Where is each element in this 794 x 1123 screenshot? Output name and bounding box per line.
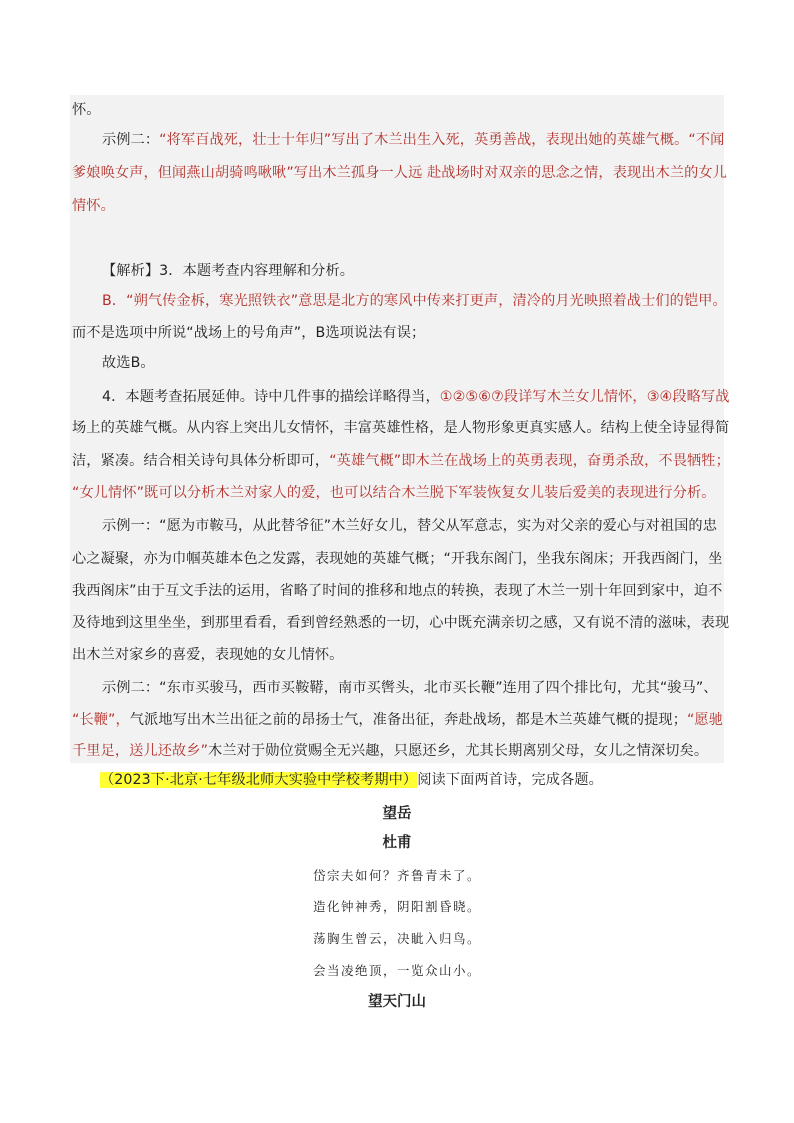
answer-line: 出木兰对家乡的喜爱，表现她的女儿情怀。 xyxy=(72,647,344,663)
poem-author: 杜甫 xyxy=(382,835,412,851)
answer-line: 千里足，送儿还故乡”木兰对于勋位赏赐全无兴趣，只愿还乡，尤其长期离别父母，女儿之情深切矣。 xyxy=(72,743,709,759)
answer-line: 怀。 xyxy=(72,102,101,118)
answer-line: 示例一：“愿为市鞍马，从此替爷征”木兰好女儿，替父从军意志，实为对父亲的爱心与对祖国的忠 xyxy=(102,518,717,534)
source-tag: （2023下·北京·七年级北师大实验中学校考期中） xyxy=(100,772,418,788)
answer-line: “长鞭”，气派地写出木兰出征之前的昂扬士气，准备出征，奔赴战场，都是木兰英雄气概的提现；“愿驰 xyxy=(72,712,724,728)
answer-line: 心之凝聚，亦为巾帼英雄本色之发露，表现她的英雄气概；“开我东阁门，坐我东阁床；开我西阁门，坐 xyxy=(72,551,723,567)
answer-line: 情怀。 xyxy=(72,198,115,214)
poem-line: 造化钟神秀，阴阳割昏晓。 xyxy=(312,899,481,914)
answer-line: B．“朔气传金柝，寒光照铁衣”意思是北方的寒风中传来打更声，清冷的月光映照着战士们的铠甲。 xyxy=(102,293,727,309)
answer-line: 爹娘唤女声，但闻燕山胡骑鸣啾啾”写出木兰孤身一人远 赴战场时对双亲的思念之情，表现出木兰的女儿 xyxy=(72,165,728,181)
answer-line: 场上的英雄气概。从内容上突出儿女情怀，丰富英雄性格，是人物形象更真实感人。结构上使全诗显得简 xyxy=(72,420,730,436)
answer-line: “女儿情怀”既可以分析木兰对家人的爱，也可以结合木兰脱下军装恢复女儿装后爱美的表现进行分析。 xyxy=(72,485,716,501)
answer-line: 及待地到这里坐坐，到那里看看，看到曾经熟悉的一切，心中既充满亲切之感，又有说不清的滋味，表现 xyxy=(72,615,730,631)
answer-line: 故选B。 xyxy=(102,355,155,371)
poem-line: 荡胸生曾云，决眦入归鸟。 xyxy=(312,931,481,946)
poem-line: 会当凌绝顶，一览众山小。 xyxy=(312,963,481,978)
question-prompt: （2023下·北京·七年级北师大实验中学校考期中）阅读下面两首诗，完成各题。 xyxy=(100,772,603,788)
answer-line: 我西阁床”由于互文手法的运用，省略了时间的推移和地点的转换，表现了木兰一别十年回到家中，迫不 xyxy=(72,583,723,599)
poem-title: 望天门山 xyxy=(368,994,426,1010)
answer-line: 而不是选项中所说“战场上的号角声”，B选项说法有误； xyxy=(72,325,426,341)
answer-line: 示例二：“将军百战死，壮士十年归”写出了木兰出生入死，英勇善战，表现出她的英雄气概。“不闻 xyxy=(102,132,725,148)
answer-line: 洁，紧凑。结合相关诗句具体分析即可，“英雄气概”即木兰在战场上的英勇表现，奋勇杀敌，不畏牺牲； xyxy=(72,453,730,469)
poem-title: 望岳 xyxy=(382,806,412,822)
analysis-heading: 【解析】3．本题考查内容理解和分析。 xyxy=(102,263,355,279)
answer-line: 4．本题考查拓展延伸。诗中几件事的描绘详略得当，①②⑤⑥⑦段详写木兰女儿情怀，③④段略写战 xyxy=(102,389,730,405)
poem-line: 岱宗夫如何？齐鲁青未了。 xyxy=(312,868,481,883)
answer-line: 示例二：“东市买骏马，西市买鞍鞯，南市买辔头，北市买长鞭”连用了四个排比句，尤其“骏马”、 xyxy=(102,680,718,696)
